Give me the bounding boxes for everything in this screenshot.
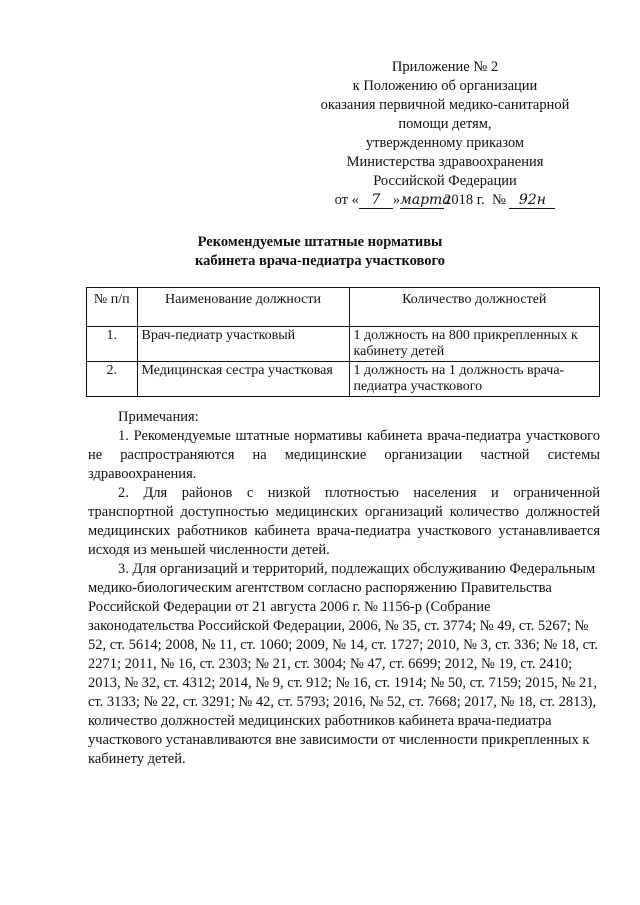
table-header-row <box>87 288 600 327</box>
date-prefix: от « <box>334 192 359 208</box>
column-header-position: Наименование должности <box>137 288 349 327</box>
header-line: помощи детям, <box>398 116 492 132</box>
date-mid: » <box>392 192 401 208</box>
cell-quantity: 1 должность на 1 должность врача-педиатра участкового <box>349 362 599 397</box>
cell-position: Медицинская сестра участковая <box>137 362 349 397</box>
title-line: кабинета врача-педиатра участкового <box>195 253 445 269</box>
table-row <box>87 327 600 362</box>
handwritten-month: марта <box>400 192 451 208</box>
handwritten-number: 92н <box>509 193 555 209</box>
note-item: 1. Рекомендуемые штатные нормативы кабинета врача-педиатра участкового не распространяются на медицинские организации частной системы здравоохранения. <box>88 428 600 482</box>
date-year: 2018 г. <box>444 192 485 208</box>
note-item: 3. Для организаций и территорий, подлежащих обслуживанию Федеральным медико-биологическим агентством согласно распоряжению Правительства Российской Федерации от 21 августа 2006 г. № 1156-р (Собрание законодательства Российской Федерации, 2006, № 35, ст. 3774; № 49, ст. 5267; № 52, ст. 5614; 2008, № 11, ст. 1060; 2009, № 14, ст. 1727; 2010, № 3, ст. 336; № 18, ст. 2271; 2011, № 16, ст. 2303; № 21, ст. 3004; № 47, ст. 6699; 2012, № 19, ст. 2410; 2013, № 32, ст. 4312; 2014, № 9, ст. 912; № 16, ст. 1914; № 50, ст. 7159; 2015, № 21, ст. 3133; № 22, ст. 3291; № 42, ст. 5793; 2016, № 52, ст. 7668; 2017, № 18, ст. 2813), количество должностей медицинских работников кабинета врача-педиатра участкового устанавливаются вне зависимости от численности прикрепленных к кабинету детей. <box>88 561 598 767</box>
header-line: Министерства здравоохранения <box>346 154 544 170</box>
cell-number: 1. <box>87 327 138 362</box>
cell-quantity: 1 должность на 800 прикрепленных к кабинету детей <box>349 327 599 362</box>
number-label: № <box>491 192 506 208</box>
note-item: 2. Для районов с низкой плотностью населения и ограниченной транспортной доступностью медицинских организаций количество должностей медицинских работников кабинета врача-педиатра участкового устанавливается исходя из меньшей численности детей. <box>88 485 600 558</box>
header-line: оказания первичной медико-санитарной <box>320 97 570 113</box>
title-line: Рекомендуемые штатные нормативы <box>197 234 443 250</box>
notes-section <box>88 408 600 769</box>
cell-position: Врач-педиатр участковый <box>137 327 349 362</box>
document-title <box>0 233 640 271</box>
staffing-table <box>86 287 600 397</box>
handwritten-day: 7 <box>359 193 393 209</box>
notes-heading: Примечания: <box>118 409 199 425</box>
header-line: Российской Федерации <box>373 173 517 189</box>
header-line: к Положению об организации <box>352 78 538 94</box>
appendix-header <box>300 58 590 210</box>
column-header-quantity: Количество должностей <box>349 288 599 327</box>
column-header-number: № п/п <box>87 288 138 327</box>
order-date-line <box>300 191 590 210</box>
header-line: утвержденному приказом <box>365 135 525 151</box>
cell-number: 2. <box>87 362 138 397</box>
table-row <box>87 362 600 397</box>
header-line: Приложение № 2 <box>391 59 499 75</box>
